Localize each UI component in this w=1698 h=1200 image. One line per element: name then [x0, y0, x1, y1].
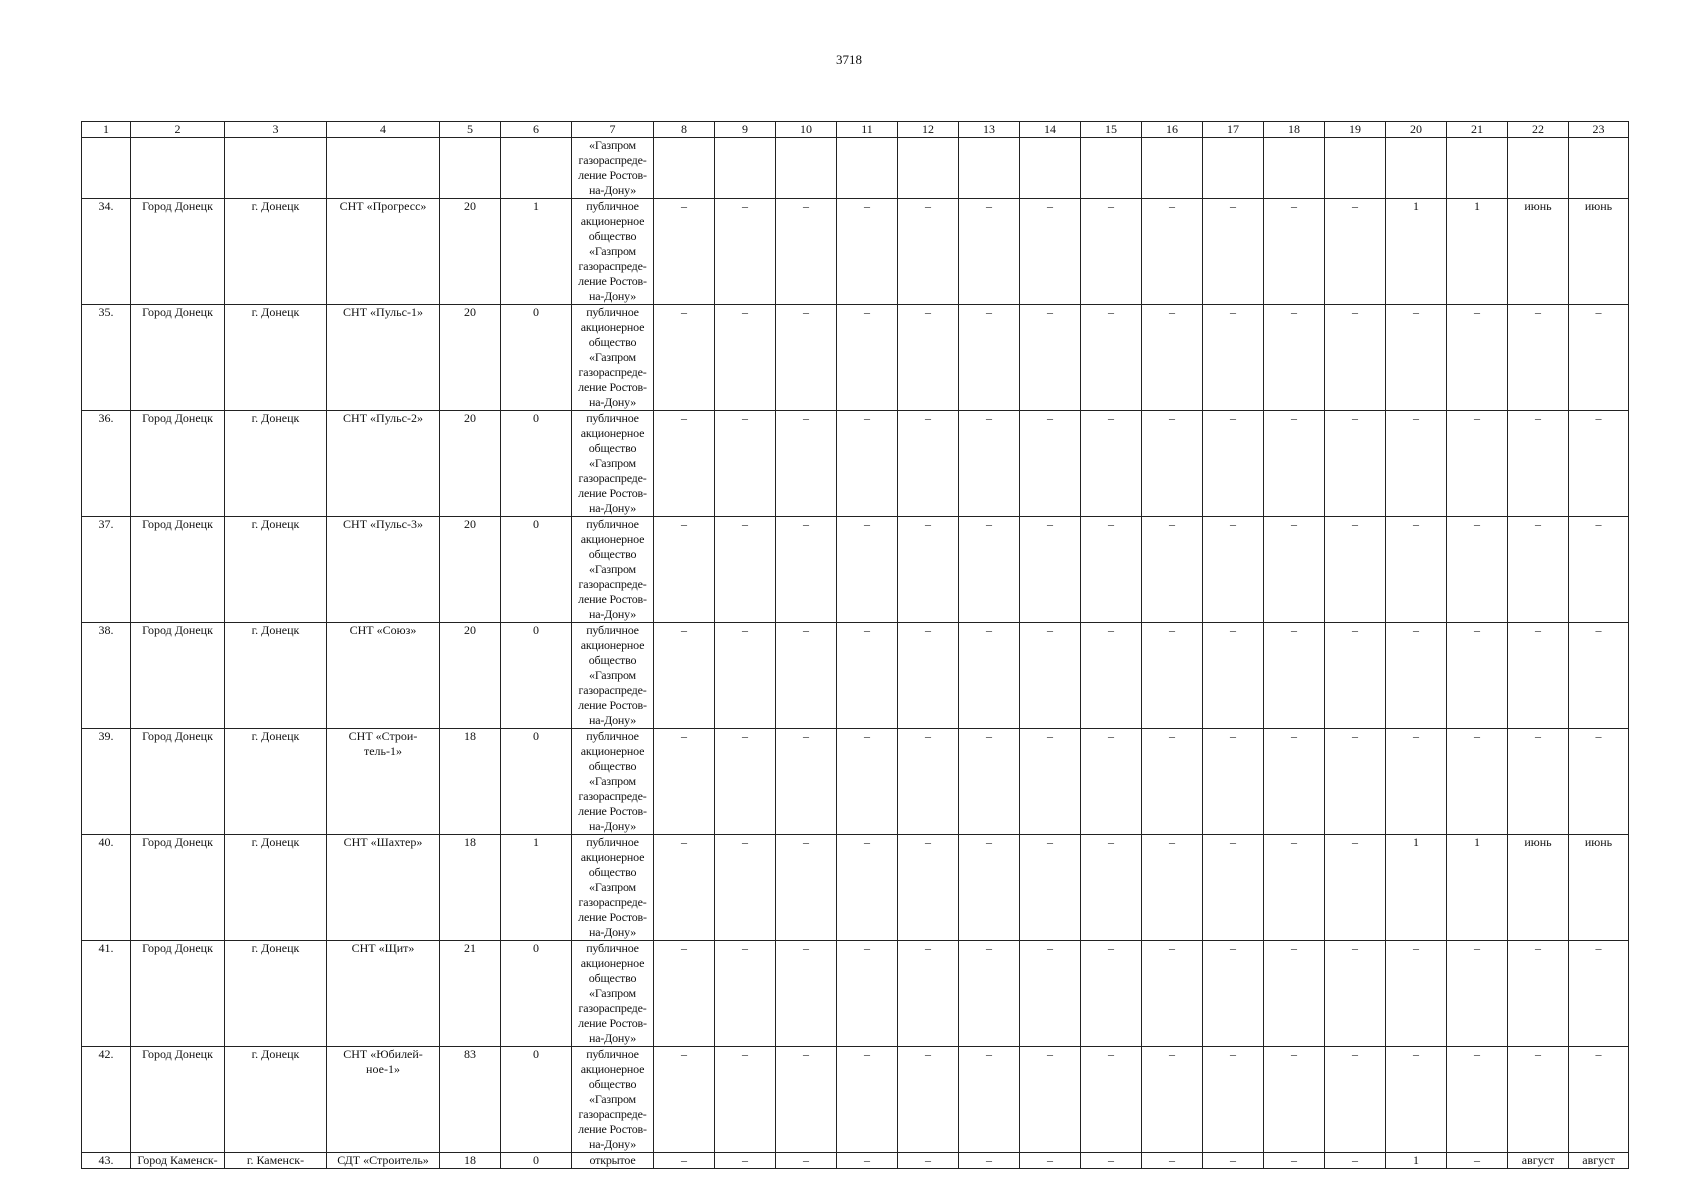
col5-cell: 18 — [440, 835, 501, 941]
value-cell: – — [1386, 941, 1447, 1047]
value-cell: – — [1447, 941, 1508, 1047]
column-header: 11 — [837, 122, 898, 138]
settlement-cell: г. Донецк — [225, 941, 327, 1047]
value-cell: – — [654, 623, 715, 729]
value-cell: 1 — [1447, 835, 1508, 941]
value-cell: – — [654, 729, 715, 835]
col5-cell: 20 — [440, 623, 501, 729]
value-cell: – — [1264, 1047, 1325, 1153]
object-name-cell: СНТ «Строи- тель-1» — [327, 729, 440, 835]
value-cell: – — [1203, 729, 1264, 835]
value-cell: июнь — [1569, 835, 1629, 941]
value-cell: – — [1081, 941, 1142, 1047]
value-cell: – — [654, 1153, 715, 1169]
table-row — [82, 835, 1629, 941]
column-header: 23 — [1569, 122, 1629, 138]
value-cell: – — [1203, 1047, 1264, 1153]
district-cell: Город Донецк — [131, 1047, 225, 1153]
value-cell: – — [959, 729, 1020, 835]
value-cell: – — [1142, 729, 1203, 835]
settlement-cell — [225, 138, 327, 199]
value-cell: – — [1142, 517, 1203, 623]
value-cell: – — [1508, 1047, 1569, 1153]
value-cell — [1203, 138, 1264, 199]
value-cell: – — [1386, 305, 1447, 411]
value-cell: – — [1020, 411, 1081, 517]
settlement-cell: г. Каменск- — [225, 1153, 327, 1169]
district-cell: Город Донецк — [131, 623, 225, 729]
value-cell: – — [1447, 305, 1508, 411]
value-cell: – — [1264, 517, 1325, 623]
col6-cell: 0 — [501, 411, 572, 517]
value-cell: – — [1142, 623, 1203, 729]
value-cell: – — [715, 305, 776, 411]
object-name-cell: СНТ «Пульс-2» — [327, 411, 440, 517]
value-cell: – — [959, 835, 1020, 941]
column-header: 19 — [1325, 122, 1386, 138]
value-cell: – — [1386, 1047, 1447, 1153]
object-name-cell — [327, 138, 440, 199]
value-cell: – — [898, 411, 959, 517]
col5-cell: 18 — [440, 729, 501, 835]
value-cell: – — [1020, 1047, 1081, 1153]
value-cell — [1020, 138, 1081, 199]
value-cell: – — [715, 1153, 776, 1169]
column-header: 1 — [82, 122, 131, 138]
value-cell: – — [1386, 517, 1447, 623]
value-cell: – — [715, 835, 776, 941]
value-cell: – — [1081, 199, 1142, 305]
value-cell: – — [715, 411, 776, 517]
value-cell: – — [837, 1153, 898, 1169]
value-cell: – — [1081, 729, 1142, 835]
object-name-cell: СНТ «Щит» — [327, 941, 440, 1047]
value-cell: – — [1020, 1153, 1081, 1169]
value-cell: – — [1264, 1153, 1325, 1169]
settlement-cell: г. Донецк — [225, 199, 327, 305]
value-cell: – — [1325, 941, 1386, 1047]
col6-cell: 0 — [501, 1153, 572, 1169]
value-cell: – — [1020, 305, 1081, 411]
gasification-table — [81, 121, 1629, 1169]
value-cell: – — [837, 1047, 898, 1153]
value-cell: – — [654, 941, 715, 1047]
value-cell: – — [776, 411, 837, 517]
value-cell: – — [1264, 941, 1325, 1047]
column-header: 9 — [715, 122, 776, 138]
col6-cell: 0 — [501, 729, 572, 835]
value-cell: – — [898, 941, 959, 1047]
col6-cell: 0 — [501, 623, 572, 729]
column-header: 10 — [776, 122, 837, 138]
value-cell: – — [1508, 411, 1569, 517]
col6-cell: 0 — [501, 941, 572, 1047]
value-cell: – — [1264, 199, 1325, 305]
district-cell: Город Донецк — [131, 305, 225, 411]
column-header: 12 — [898, 122, 959, 138]
column-header: 6 — [501, 122, 572, 138]
settlement-cell: г. Донецк — [225, 411, 327, 517]
row-number-cell: 36. — [82, 411, 131, 517]
value-cell: – — [837, 623, 898, 729]
value-cell: – — [715, 729, 776, 835]
value-cell: – — [898, 199, 959, 305]
value-cell: – — [837, 305, 898, 411]
table-row — [82, 411, 1629, 517]
col5-cell — [440, 138, 501, 199]
column-header: 14 — [1020, 122, 1081, 138]
table-row — [82, 623, 1629, 729]
value-cell: 1 — [1447, 199, 1508, 305]
value-cell: – — [654, 1047, 715, 1153]
value-cell: – — [715, 1047, 776, 1153]
value-cell: – — [837, 941, 898, 1047]
col6-cell: 0 — [501, 305, 572, 411]
value-cell: – — [898, 305, 959, 411]
column-header: 16 — [1142, 122, 1203, 138]
value-cell: июнь — [1508, 835, 1569, 941]
value-cell: – — [1203, 623, 1264, 729]
organization-cell: публичное акционерное общество «Газпром газораспреде- ление Ростов- на-Дону» — [572, 835, 654, 941]
table-row — [82, 1047, 1629, 1153]
value-cell: – — [959, 1047, 1020, 1153]
settlement-cell: г. Донецк — [225, 729, 327, 835]
value-cell: – — [898, 1153, 959, 1169]
value-cell: – — [1508, 305, 1569, 411]
table-row — [82, 199, 1629, 305]
value-cell: – — [1264, 623, 1325, 729]
value-cell: – — [1325, 1047, 1386, 1153]
value-cell: – — [1508, 517, 1569, 623]
col5-cell: 83 — [440, 1047, 501, 1153]
value-cell: – — [1142, 199, 1203, 305]
value-cell: – — [715, 199, 776, 305]
organization-cell: открытое — [572, 1153, 654, 1169]
value-cell — [715, 138, 776, 199]
column-header: 17 — [1203, 122, 1264, 138]
column-header: 13 — [959, 122, 1020, 138]
district-cell — [131, 138, 225, 199]
value-cell: – — [959, 305, 1020, 411]
value-cell: – — [837, 199, 898, 305]
value-cell: – — [654, 199, 715, 305]
value-cell: – — [776, 835, 837, 941]
value-cell: – — [1142, 1153, 1203, 1169]
col6-cell: 1 — [501, 835, 572, 941]
settlement-cell: г. Донецк — [225, 305, 327, 411]
value-cell: – — [654, 835, 715, 941]
value-cell: – — [1569, 305, 1629, 411]
value-cell: – — [1081, 1153, 1142, 1169]
value-cell: – — [776, 517, 837, 623]
value-cell: – — [1508, 729, 1569, 835]
row-number-cell: 43. — [82, 1153, 131, 1169]
value-cell: – — [898, 1047, 959, 1153]
table-body — [82, 138, 1629, 1169]
column-header: 20 — [1386, 122, 1447, 138]
value-cell: – — [1447, 517, 1508, 623]
value-cell: – — [1264, 835, 1325, 941]
value-cell: – — [1264, 305, 1325, 411]
value-cell: – — [1081, 1047, 1142, 1153]
value-cell: – — [1203, 1153, 1264, 1169]
column-header: 2 — [131, 122, 225, 138]
row-number-cell: 37. — [82, 517, 131, 623]
value-cell: – — [959, 941, 1020, 1047]
value-cell: – — [1325, 729, 1386, 835]
page-number: 3718 — [836, 52, 862, 67]
district-cell: Город Донецк — [131, 411, 225, 517]
settlement-cell: г. Донецк — [225, 623, 327, 729]
value-cell: – — [1142, 305, 1203, 411]
organization-cell: публичное акционерное общество «Газпром газораспреде- ление Ростов- на-Дону» — [572, 411, 654, 517]
column-header: 8 — [654, 122, 715, 138]
value-cell: – — [1569, 729, 1629, 835]
column-header: 15 — [1081, 122, 1142, 138]
value-cell — [1325, 138, 1386, 199]
value-cell: август — [1569, 1153, 1629, 1169]
value-cell: – — [898, 623, 959, 729]
value-cell: – — [776, 941, 837, 1047]
organization-cell: «Газпром газораспреде- ление Ростов- на-Дону» — [572, 138, 654, 199]
value-cell: – — [715, 941, 776, 1047]
table-row — [82, 941, 1629, 1047]
object-name-cell: СНТ «Пульс-3» — [327, 517, 440, 623]
col6-cell: 1 — [501, 199, 572, 305]
value-cell: – — [1203, 305, 1264, 411]
value-cell: – — [1081, 305, 1142, 411]
row-number-cell: 41. — [82, 941, 131, 1047]
organization-cell: публичное акционерное общество «Газпром газораспреде- ление Ростов- на-Дону» — [572, 199, 654, 305]
value-cell: – — [1081, 623, 1142, 729]
row-number-cell: 39. — [82, 729, 131, 835]
header-row — [82, 122, 1629, 138]
value-cell: – — [1508, 941, 1569, 1047]
value-cell: – — [837, 517, 898, 623]
value-cell: – — [1081, 835, 1142, 941]
value-cell: июнь — [1508, 199, 1569, 305]
value-cell: – — [959, 517, 1020, 623]
settlement-cell: г. Донецк — [225, 835, 327, 941]
value-cell: – — [776, 199, 837, 305]
value-cell: июнь — [1569, 199, 1629, 305]
value-cell: – — [1325, 305, 1386, 411]
value-cell — [898, 138, 959, 199]
value-cell — [1386, 138, 1447, 199]
value-cell: – — [898, 729, 959, 835]
value-cell: – — [1569, 623, 1629, 729]
col6-cell — [501, 138, 572, 199]
table-row — [82, 517, 1629, 623]
table-row — [82, 1153, 1629, 1169]
col5-cell: 18 — [440, 1153, 501, 1169]
district-cell: Город Донецк — [131, 941, 225, 1047]
value-cell: – — [959, 411, 1020, 517]
value-cell: август — [1508, 1153, 1569, 1169]
value-cell: – — [1081, 517, 1142, 623]
object-name-cell: СНТ «Юбилей- ное-1» — [327, 1047, 440, 1153]
value-cell: – — [898, 517, 959, 623]
table-row — [82, 138, 1629, 199]
value-cell: – — [715, 623, 776, 729]
value-cell: – — [1325, 411, 1386, 517]
value-cell: 1 — [1386, 835, 1447, 941]
settlement-cell: г. Донецк — [225, 1047, 327, 1153]
value-cell: – — [959, 623, 1020, 729]
col5-cell: 21 — [440, 941, 501, 1047]
value-cell: – — [776, 305, 837, 411]
value-cell: – — [715, 517, 776, 623]
value-cell: – — [1020, 199, 1081, 305]
column-header: 5 — [440, 122, 501, 138]
district-cell: Город Донецк — [131, 199, 225, 305]
value-cell — [1569, 138, 1629, 199]
row-number-cell: 35. — [82, 305, 131, 411]
value-cell: – — [1142, 941, 1203, 1047]
district-cell: Город Донецк — [131, 729, 225, 835]
col6-cell: 0 — [501, 517, 572, 623]
column-header: 21 — [1447, 122, 1508, 138]
organization-cell: публичное акционерное общество «Газпром газораспреде- ление Ростов- на-Дону» — [572, 517, 654, 623]
table-row — [82, 729, 1629, 835]
column-header: 7 — [572, 122, 654, 138]
object-name-cell: СНТ «Шахтер» — [327, 835, 440, 941]
value-cell: – — [1447, 411, 1508, 517]
value-cell: – — [776, 729, 837, 835]
col5-cell: 20 — [440, 517, 501, 623]
district-cell: Город Каменск- — [131, 1153, 225, 1169]
value-cell: – — [837, 729, 898, 835]
value-cell — [654, 138, 715, 199]
row-number-cell — [82, 138, 131, 199]
value-cell: – — [1447, 1047, 1508, 1153]
value-cell: – — [1325, 199, 1386, 305]
value-cell: – — [1386, 623, 1447, 729]
value-cell — [1142, 138, 1203, 199]
table-row — [82, 305, 1629, 411]
value-cell: – — [1203, 411, 1264, 517]
value-cell: – — [1142, 1047, 1203, 1153]
value-cell: – — [898, 835, 959, 941]
value-cell: – — [1447, 1153, 1508, 1169]
value-cell — [1264, 138, 1325, 199]
value-cell: – — [1142, 411, 1203, 517]
value-cell: – — [1447, 623, 1508, 729]
value-cell: – — [959, 199, 1020, 305]
organization-cell: публичное акционерное общество «Газпром газораспреде- ление Ростов- на-Дону» — [572, 305, 654, 411]
value-cell — [1447, 138, 1508, 199]
col5-cell: 20 — [440, 411, 501, 517]
district-cell: Город Донецк — [131, 835, 225, 941]
object-name-cell: СДТ «Строитель» — [327, 1153, 440, 1169]
value-cell — [959, 138, 1020, 199]
value-cell: – — [1203, 517, 1264, 623]
column-header: 4 — [327, 122, 440, 138]
organization-cell: публичное акционерное общество «Газпром газораспреде- ление Ростов- на-Дону» — [572, 729, 654, 835]
value-cell: – — [1569, 517, 1629, 623]
value-cell: – — [1569, 941, 1629, 1047]
value-cell: – — [837, 411, 898, 517]
value-cell: – — [1142, 835, 1203, 941]
value-cell: – — [1569, 1047, 1629, 1153]
value-cell: – — [1203, 835, 1264, 941]
value-cell — [837, 138, 898, 199]
value-cell: 1 — [1386, 1153, 1447, 1169]
value-cell: – — [1264, 411, 1325, 517]
value-cell: – — [654, 517, 715, 623]
value-cell: – — [776, 1153, 837, 1169]
value-cell: – — [654, 411, 715, 517]
column-header: 18 — [1264, 122, 1325, 138]
value-cell: – — [1081, 411, 1142, 517]
value-cell: – — [1569, 411, 1629, 517]
col5-cell: 20 — [440, 199, 501, 305]
value-cell: 1 — [1386, 199, 1447, 305]
row-number-cell: 40. — [82, 835, 131, 941]
value-cell: – — [1020, 729, 1081, 835]
object-name-cell: СНТ «Прогресс» — [327, 199, 440, 305]
value-cell: – — [776, 623, 837, 729]
value-cell: – — [1386, 411, 1447, 517]
column-header: 22 — [1508, 122, 1569, 138]
value-cell: – — [1386, 729, 1447, 835]
settlement-cell: г. Донецк — [225, 517, 327, 623]
district-cell: Город Донецк — [131, 517, 225, 623]
value-cell: – — [654, 305, 715, 411]
value-cell: – — [1020, 517, 1081, 623]
value-cell: – — [1447, 729, 1508, 835]
col6-cell: 0 — [501, 1047, 572, 1153]
value-cell: – — [1264, 729, 1325, 835]
object-name-cell: СНТ «Пульс-1» — [327, 305, 440, 411]
value-cell: – — [1508, 623, 1569, 729]
value-cell — [1508, 138, 1569, 199]
col5-cell: 20 — [440, 305, 501, 411]
value-cell: – — [1325, 623, 1386, 729]
value-cell: – — [1325, 835, 1386, 941]
value-cell: – — [1020, 941, 1081, 1047]
value-cell: – — [1325, 1153, 1386, 1169]
value-cell — [776, 138, 837, 199]
value-cell: – — [837, 835, 898, 941]
organization-cell: публичное акционерное общество «Газпром газораспреде- ление Ростов- на-Дону» — [572, 941, 654, 1047]
value-cell: – — [1203, 199, 1264, 305]
value-cell: – — [1020, 835, 1081, 941]
value-cell — [1081, 138, 1142, 199]
row-number-cell: 34. — [82, 199, 131, 305]
row-number-cell: 38. — [82, 623, 131, 729]
table-header — [82, 122, 1629, 138]
value-cell: – — [776, 1047, 837, 1153]
object-name-cell: СНТ «Союз» — [327, 623, 440, 729]
organization-cell: публичное акционерное общество «Газпром газораспреде- ление Ростов- на-Дону» — [572, 1047, 654, 1153]
organization-cell: публичное акционерное общество «Газпром газораспреде- ление Ростов- на-Дону» — [572, 623, 654, 729]
value-cell: – — [1020, 623, 1081, 729]
column-header: 3 — [225, 122, 327, 138]
value-cell: – — [1203, 941, 1264, 1047]
value-cell: – — [959, 1153, 1020, 1169]
value-cell: – — [1325, 517, 1386, 623]
row-number-cell: 42. — [82, 1047, 131, 1153]
